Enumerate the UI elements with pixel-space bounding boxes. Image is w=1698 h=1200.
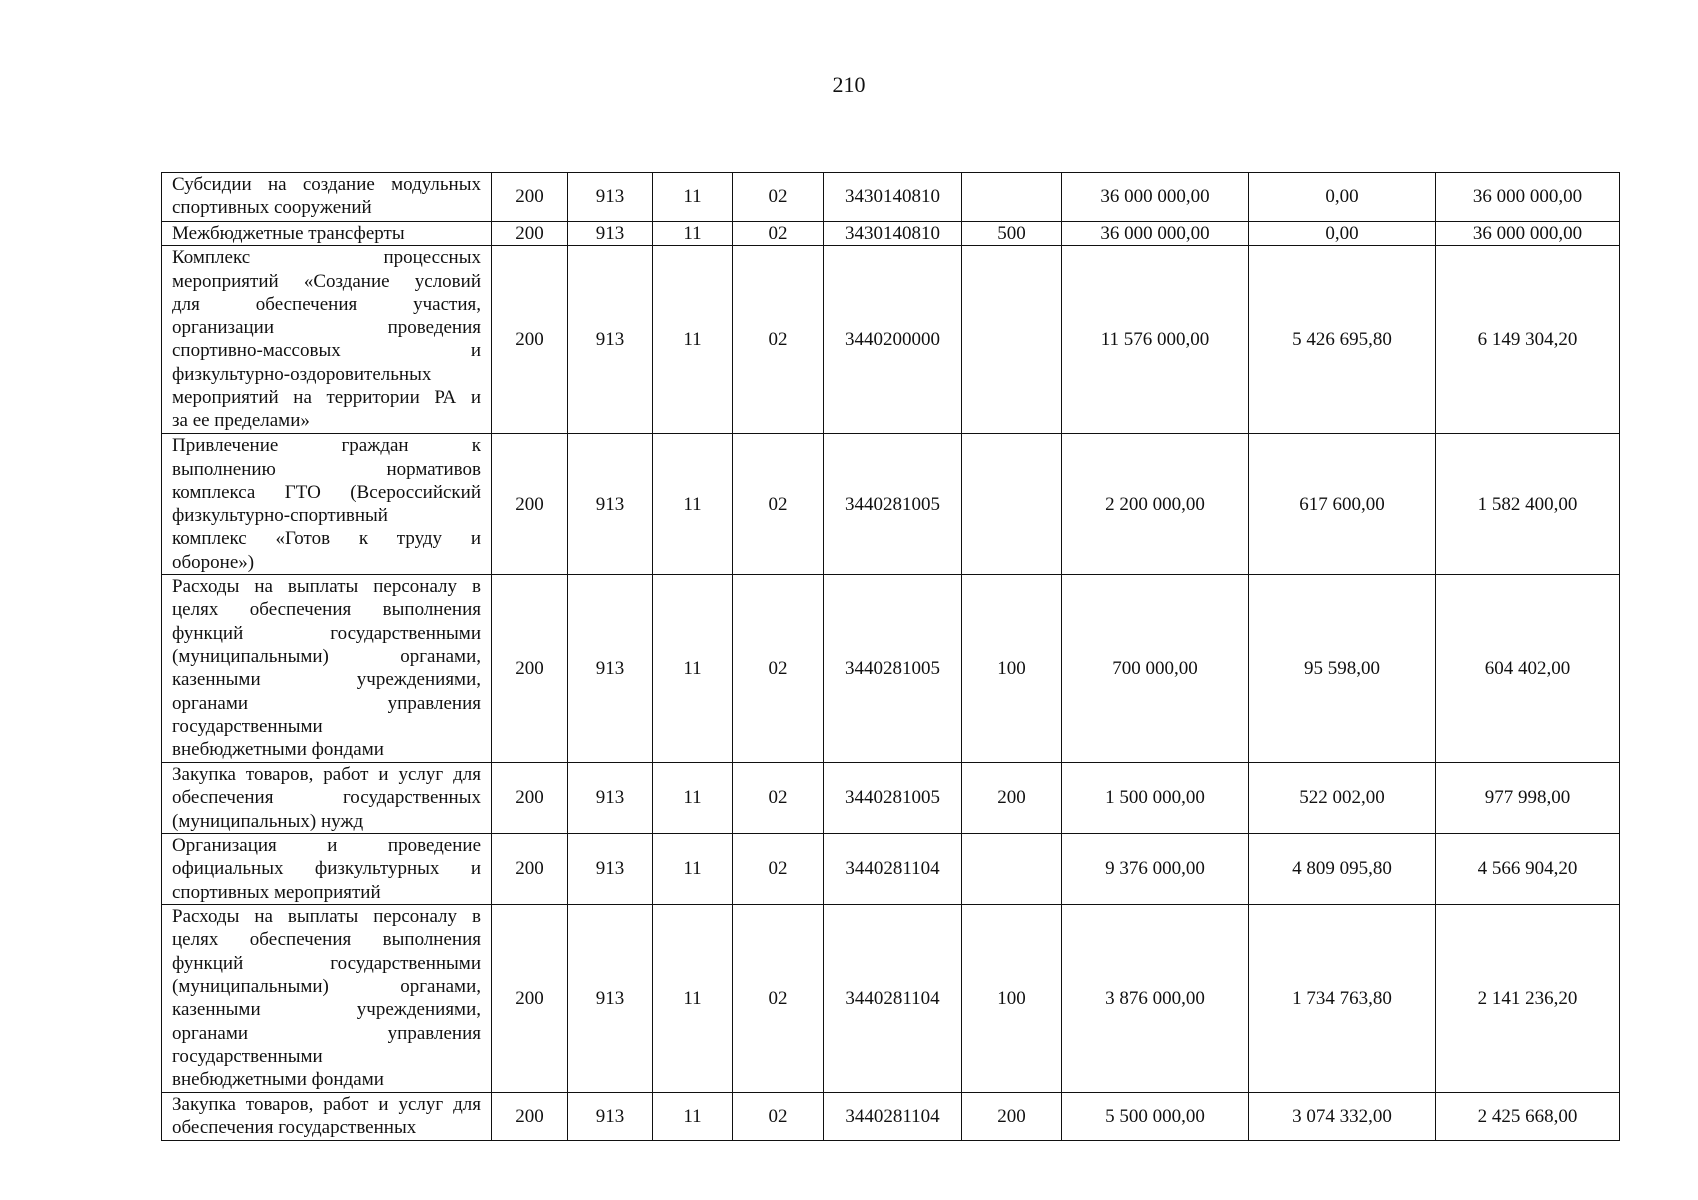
description-line: казенными учреждениями,: [172, 999, 481, 1021]
table-row: [162, 222, 1620, 246]
section-code-cell: 11: [653, 763, 733, 834]
section-code-cell: 11: [653, 905, 733, 1093]
rz-code-cell: 200: [492, 834, 568, 905]
sum-remaining-cell: 1 582 400,00: [1436, 434, 1620, 575]
description-line: физкультурно-оздоровительных: [172, 363, 432, 385]
sum-remaining-cell: 36 000 000,00: [1436, 222, 1620, 246]
grbs-code-cell: 913: [568, 246, 653, 434]
table-row: [162, 1093, 1620, 1141]
description-line: внебюджетными фондами: [172, 739, 384, 761]
sum-executed-cell: 0,00: [1249, 173, 1436, 222]
target-article-cell: 3430140810: [824, 173, 962, 222]
grbs-code-cell: 913: [568, 575, 653, 763]
row-description: [162, 905, 492, 1093]
description-line: официальных физкультурных и: [172, 858, 481, 880]
table-row: [162, 763, 1620, 834]
description-line: Комплекс процессных: [172, 247, 481, 269]
description-line: государственными: [172, 1045, 323, 1067]
target-article-cell: 3440281005: [824, 434, 962, 575]
row-description: [162, 246, 492, 434]
subsection-code-cell: 02: [733, 763, 824, 834]
target-article-cell: 3440281104: [824, 834, 962, 905]
grbs-code-cell: 913: [568, 763, 653, 834]
description-line: Расходы на выплаты персоналу в: [172, 906, 481, 928]
description-line: функций государственными: [172, 622, 481, 644]
section-code-cell: 11: [653, 173, 733, 222]
grbs-code-cell: 913: [568, 1093, 653, 1141]
rz-code-cell: 200: [492, 763, 568, 834]
description-line: Закупка товаров, работ и услуг для: [172, 764, 481, 786]
section-code-cell: 11: [653, 1093, 733, 1141]
description-line: спортивных сооружений: [172, 197, 372, 219]
expense-type-cell: 200: [962, 1093, 1062, 1141]
description-line: Межбюджетные трансферты: [172, 223, 405, 244]
sum-executed-cell: 522 002,00: [1249, 763, 1436, 834]
row-description: [162, 173, 492, 222]
expense-type-cell: 100: [962, 905, 1062, 1093]
sum-plan-cell: 11 576 000,00: [1062, 246, 1249, 434]
row-description: [162, 575, 492, 763]
grbs-code-cell: 913: [568, 173, 653, 222]
description-line: обеспечения государственных: [172, 787, 481, 809]
description-line: Организация и проведение: [172, 835, 481, 857]
expense-type-cell: [962, 173, 1062, 222]
rz-code-cell: 200: [492, 905, 568, 1093]
rz-code-cell: 200: [492, 575, 568, 763]
sum-remaining-cell: 6 149 304,20: [1436, 246, 1620, 434]
description-line: целях обеспечения выполнения: [172, 929, 481, 951]
sum-plan-cell: 36 000 000,00: [1062, 173, 1249, 222]
description-line: государственными: [172, 715, 323, 737]
expense-type-cell: 100: [962, 575, 1062, 763]
sum-remaining-cell: 977 998,00: [1436, 763, 1620, 834]
subsection-code-cell: 02: [733, 905, 824, 1093]
subsection-code-cell: 02: [733, 1093, 824, 1141]
table-row: [162, 834, 1620, 905]
expense-type-cell: [962, 246, 1062, 434]
expense-type-cell: 500: [962, 222, 1062, 246]
row-description: [162, 434, 492, 575]
description-line: организации проведения: [172, 317, 481, 339]
section-code-cell: 11: [653, 246, 733, 434]
rz-code-cell: 200: [492, 434, 568, 575]
row-description: [162, 834, 492, 905]
sum-remaining-cell: 2 425 668,00: [1436, 1093, 1620, 1141]
description-line: обороне»): [172, 551, 255, 573]
rz-code-cell: 200: [492, 1093, 568, 1141]
sum-remaining-cell: 2 141 236,20: [1436, 905, 1620, 1093]
grbs-code-cell: 913: [568, 222, 653, 246]
grbs-code-cell: 913: [568, 834, 653, 905]
sum-remaining-cell: 36 000 000,00: [1436, 173, 1620, 222]
sum-plan-cell: 9 376 000,00: [1062, 834, 1249, 905]
sum-plan-cell: 5 500 000,00: [1062, 1093, 1249, 1141]
description-line: физкультурно-спортивный: [172, 505, 388, 527]
description-line: спортивных мероприятий: [172, 881, 381, 903]
subsection-code-cell: 02: [733, 173, 824, 222]
description-line: казенными учреждениями,: [172, 669, 481, 691]
target-article-cell: 3440281005: [824, 575, 962, 763]
sum-plan-cell: 2 200 000,00: [1062, 434, 1249, 575]
description-line: мероприятий «Создание условий: [172, 270, 481, 292]
description-line: спортивно-массовых и: [172, 340, 481, 362]
description-line: мероприятий на территории РА и: [172, 387, 481, 409]
table-row: [162, 434, 1620, 575]
page-number: 210: [832, 72, 866, 97]
target-article-cell: 3440200000: [824, 246, 962, 434]
table-row: [162, 173, 1620, 222]
subsection-code-cell: 02: [733, 434, 824, 575]
table-body: [162, 173, 1620, 1141]
sum-executed-cell: 3 074 332,00: [1249, 1093, 1436, 1141]
description-line: органами управления: [172, 1022, 481, 1044]
table-row: [162, 246, 1620, 434]
sum-executed-cell: 1 734 763,80: [1249, 905, 1436, 1093]
description-line: Субсидии на создание модульных: [172, 174, 481, 195]
sum-plan-cell: 36 000 000,00: [1062, 222, 1249, 246]
description-line: Расходы на выплаты персоналу в: [172, 576, 481, 598]
sum-executed-cell: 5 426 695,80: [1249, 246, 1436, 434]
grbs-code-cell: 913: [568, 905, 653, 1093]
description-line: органами управления: [172, 692, 481, 714]
section-code-cell: 11: [653, 575, 733, 763]
expense-type-cell: [962, 434, 1062, 575]
table-row: [162, 575, 1620, 763]
sum-remaining-cell: 4 566 904,20: [1436, 834, 1620, 905]
sum-executed-cell: 0,00: [1249, 222, 1436, 246]
expense-type-cell: 200: [962, 763, 1062, 834]
sum-remaining-cell: 604 402,00: [1436, 575, 1620, 763]
subsection-code-cell: 02: [733, 222, 824, 246]
row-description: [162, 1093, 492, 1141]
description-line: (муниципальными) органами,: [172, 975, 481, 997]
sum-plan-cell: 3 876 000,00: [1062, 905, 1249, 1093]
sum-executed-cell: 95 598,00: [1249, 575, 1436, 763]
section-code-cell: 11: [653, 834, 733, 905]
description-line: за ее пределами»: [172, 410, 310, 432]
description-line: функций государственными: [172, 952, 481, 974]
section-code-cell: 11: [653, 434, 733, 575]
sum-executed-cell: 4 809 095,80: [1249, 834, 1436, 905]
subsection-code-cell: 02: [733, 246, 824, 434]
description-line: (муниципальных) нужд: [172, 810, 364, 832]
row-description: [162, 763, 492, 834]
description-line: комплекса ГТО (Всероссийский: [172, 481, 481, 503]
target-article-cell: 3430140810: [824, 222, 962, 246]
rz-code-cell: 200: [492, 222, 568, 246]
budget-table: [161, 172, 1620, 1141]
description-line: (муниципальными) органами,: [172, 645, 481, 667]
description-line: Привлечение граждан к: [172, 435, 481, 457]
grbs-code-cell: 913: [568, 434, 653, 575]
sum-executed-cell: 617 600,00: [1249, 434, 1436, 575]
subsection-code-cell: 02: [733, 575, 824, 763]
target-article-cell: 3440281104: [824, 905, 962, 1093]
description-line: внебюджетными фондами: [172, 1069, 384, 1091]
description-line: целях обеспечения выполнения: [172, 599, 481, 621]
row-description: [162, 222, 492, 246]
description-line: комплекс «Готов к труду и: [172, 528, 481, 550]
rz-code-cell: 200: [492, 246, 568, 434]
description-line: обеспечения государственных: [172, 1117, 417, 1139]
rz-code-cell: 200: [492, 173, 568, 222]
subsection-code-cell: 02: [733, 834, 824, 905]
description-line: Закупка товаров, работ и услуг для: [172, 1094, 481, 1116]
target-article-cell: 3440281005: [824, 763, 962, 834]
description-line: для обеспечения участия,: [172, 293, 481, 315]
target-article-cell: 3440281104: [824, 1093, 962, 1141]
table-row: [162, 905, 1620, 1093]
section-code-cell: 11: [653, 222, 733, 246]
sum-plan-cell: 1 500 000,00: [1062, 763, 1249, 834]
description-line: выполнению нормативов: [172, 458, 481, 480]
expense-type-cell: [962, 834, 1062, 905]
sum-plan-cell: 700 000,00: [1062, 575, 1249, 763]
